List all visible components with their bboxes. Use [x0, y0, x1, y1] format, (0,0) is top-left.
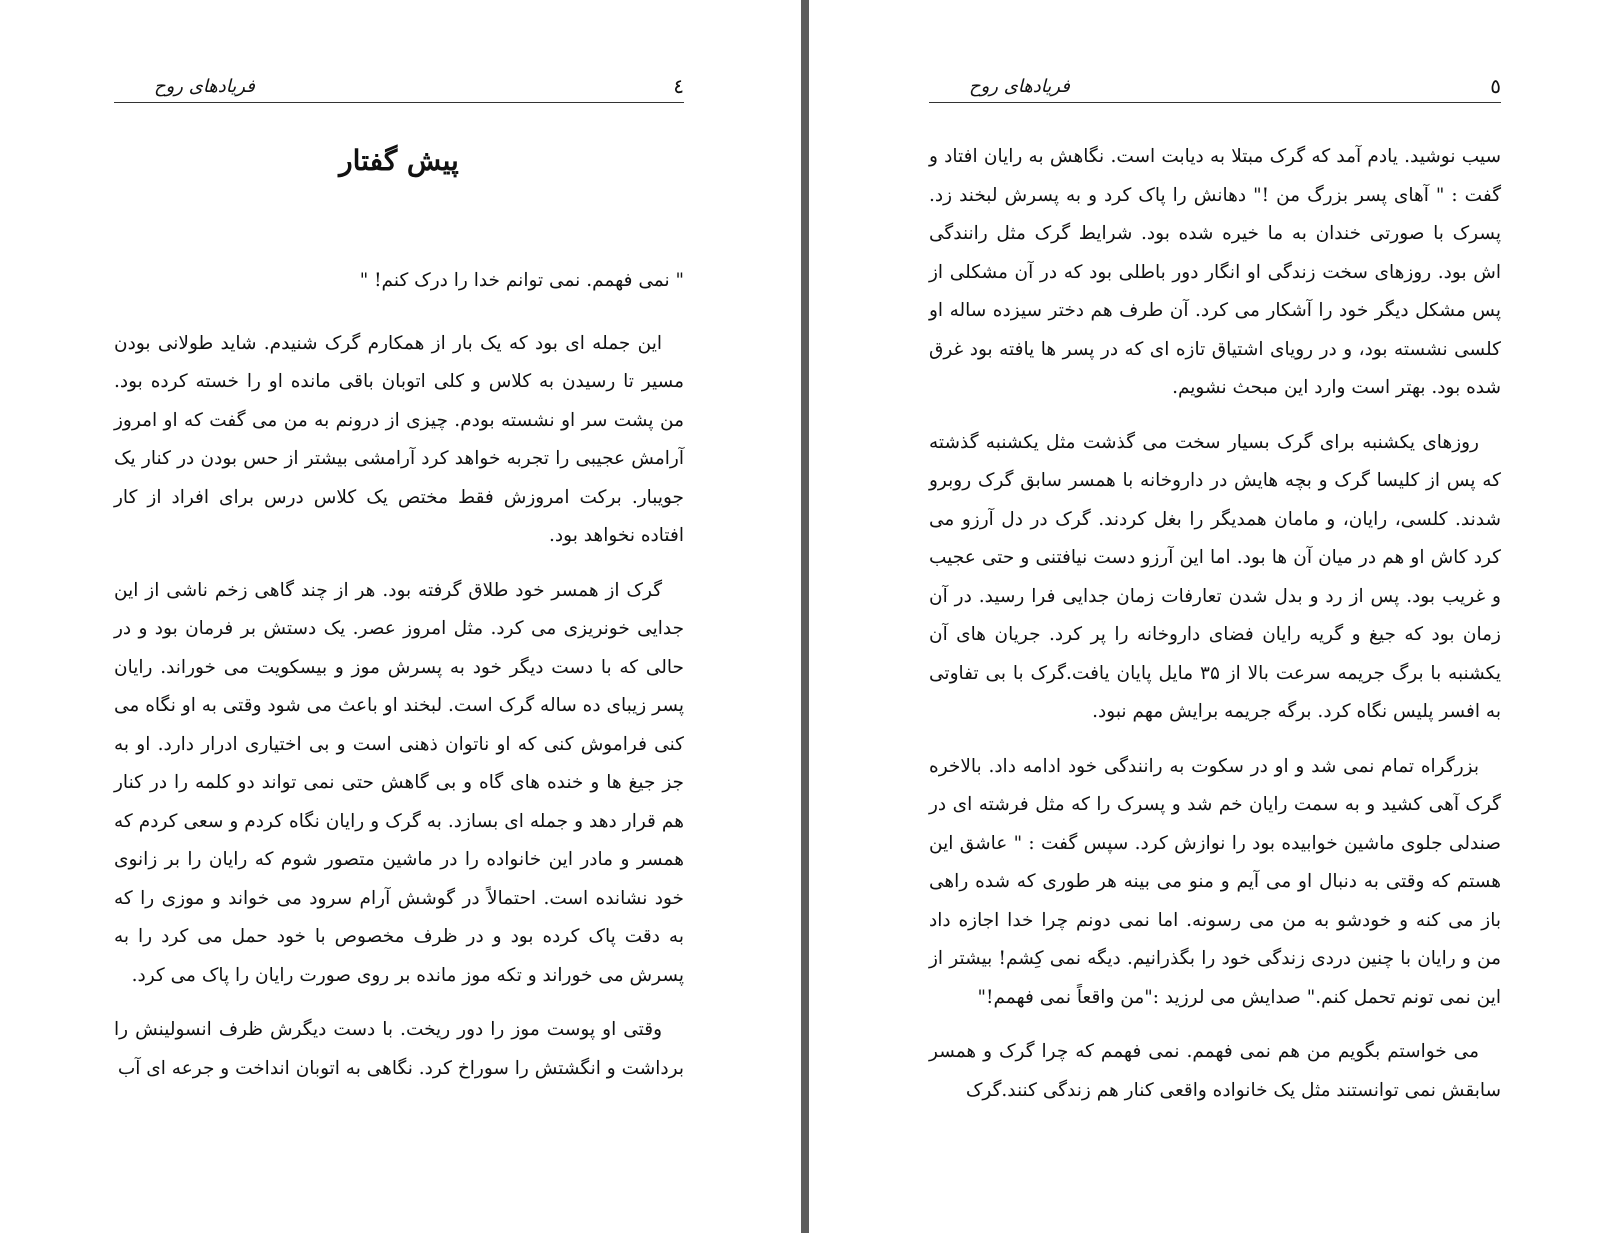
page-header — [114, 72, 684, 103]
page-body — [114, 262, 684, 1104]
left-page — [0, 0, 801, 1233]
book-gutter — [801, 0, 809, 1233]
paragraph: این جمله ای بود که یک بار از همکارم گرک شنیدم. شاید طولانی بودن مسیر تا رسیدن به کلاس و کلی اتوبان باقی مانده او را خسته کرده بود. من پشت سر او نشسته بودم. چیزی از درونم به من می گفت که او امروز آرامش عجیبی را تجربه خواهد کرد آرامشی بیشتر از حس بودن در کنار یک جویبار. برکت امروزش فقط مختص یک کلاس درس برای افراد از کار افتاده نخواهد بود. — [114, 332, 684, 546]
paragraph: سیب نوشید. یادم آمد که گرک مبتلا به دیابت است. نگاهش به رایان افتاد و گفت : " آهای پسر بزرگ من !" دهانش را پاک کرد و به پسرش لبخند زد. پسرک با صورتی خندان به ما خیره شده بود. شرایط گرک مثل رانندگی اش بود. روزهای سخت زندگی او انگار دور باطلی بود که در آن مشکلی از پس مشکل دیگر خود را آشکار می کرد. آن طرف هم دختر سیزده ساله او کلسی نشسته بود، و در رویای اشتیاق تازه ای که در پسر ها یافته بود غرق شده بود. بهتر است وارد این مبحث نشویم. — [929, 146, 1501, 398]
paragraph: گرک از همسر خود طلاق گرفته بود. هر از چند گاهی زخم ناشی از این جدایی خونریزی می کرد. مثل امروز عصر. یک دستش بر فرمان بود و در حالی که با دست دیگر خود به پسرش موز و بیسکویت می خوراند. رایان پسر زیبای ده ساله گرک است. لبخند او باعث می شود وقتی به او نگاه می کنی فراموش کنی که او ناتوان ذهنی است و بی اختیاری ادرار دارد. او به جز جیغ ها و خنده های گاه و بی گاهش حتی نمی تواند دو کلمه را در کنار هم قرار دهد و جمله ای بسازد. به گرک و رایان نگاه کردم و سعی کردم که همسر و مادر این خانواده را در ماشین متصور شوم که رایان را بر زانوی خود نشانده است. احتمالاً در گوشش آرام سرود می خواند و موزی را که به دقت پاک کرده بود و در ظرف مخصوص با خود حمل می کرد را به پسرش می خوراند و تکه موز مانده بر روی صورت رایان را پاک می کرد. — [114, 579, 685, 986]
paragraph: بزرگراه تمام نمی شد و او در سکوت به رانندگی خود ادامه داد. بالاخره گرک آهی کشید و به سمت رایان خم شد و پسرک را که مثل فرشته ای در صندلی جلوی ماشین خوابیده بود را نوازش کرد. سپس گفت : " عاشق این هستم که وقتی به دنبال او می آیم و منو می بینه هر طوری که شده راهی باز می کنه و خودشو به من می رسونه. اما نمی دونم چرا خدا اجازه داد من و رایان با چنین دردی زندگی خود را بگذرانیم. دیگه نمی کِشم! بیشتر از این نمی تونم تحمل کنم." صدایش می لرزید :"من واقعاً نمی فهمم!" — [929, 755, 1501, 1008]
paragraph: روزهای یکشنبه برای گرک بسیار سخت می گذشت مثل یکشنبه گذشته که پس از کلیسا گرک و بچه هایش در داروخانه با همسر سابق گرک روبرو شدند. کلسی، رایان، و مامان همدیگر را بغل کردند. گرک در دل آرزو می کرد کاش او هم در میان آن ها بود. اما این آرزو دست نیافتنی و حتی عجیب و غریب بود. پس از رد و بدل شدن تعارفات زمان جدایی فرا رسید. در آن زمان بود که جیغ و گریه رایان فضای داروخانه را پر کرد. جریان های آن یکشنبه با برگ جریمه سرعت بالا از ۳۵ مایل پایان یافت.گرک با بی تفاوتی به افسر پلیس نگاه کرد. برگه جریمه برایش مهم نبود. — [929, 431, 1501, 722]
page-number: ٤ — [673, 74, 684, 98]
running-title: فریادهای روح — [154, 76, 255, 97]
right-page — [809, 0, 1605, 1233]
page-number: ٥ — [1490, 74, 1501, 98]
opening-quote: " نمی فهمم. نمی توانم خدا را درک کنم! " — [359, 270, 684, 291]
page-body — [929, 138, 1501, 1126]
paragraph: وقتی او پوست موز را دور ریخت. با دست دیگرش ظرف انسولینش را برداشت و انگشتش را سوراخ کرد. نگاهی به اتوبان انداخت و جرعه ای آب — [114, 1019, 684, 1079]
running-title: فریادهای روح — [969, 76, 1070, 97]
chapter-title: پیش گفتار — [339, 144, 459, 177]
paragraph: می خواستم بگویم من هم نمی فهمم. نمی فهمم که چرا گرک و همسر سابقش نمی توانستند مثل یک خانواده واقعی کنار هم زندگی کنند.گرک — [929, 1041, 1501, 1101]
page-header — [929, 72, 1501, 103]
